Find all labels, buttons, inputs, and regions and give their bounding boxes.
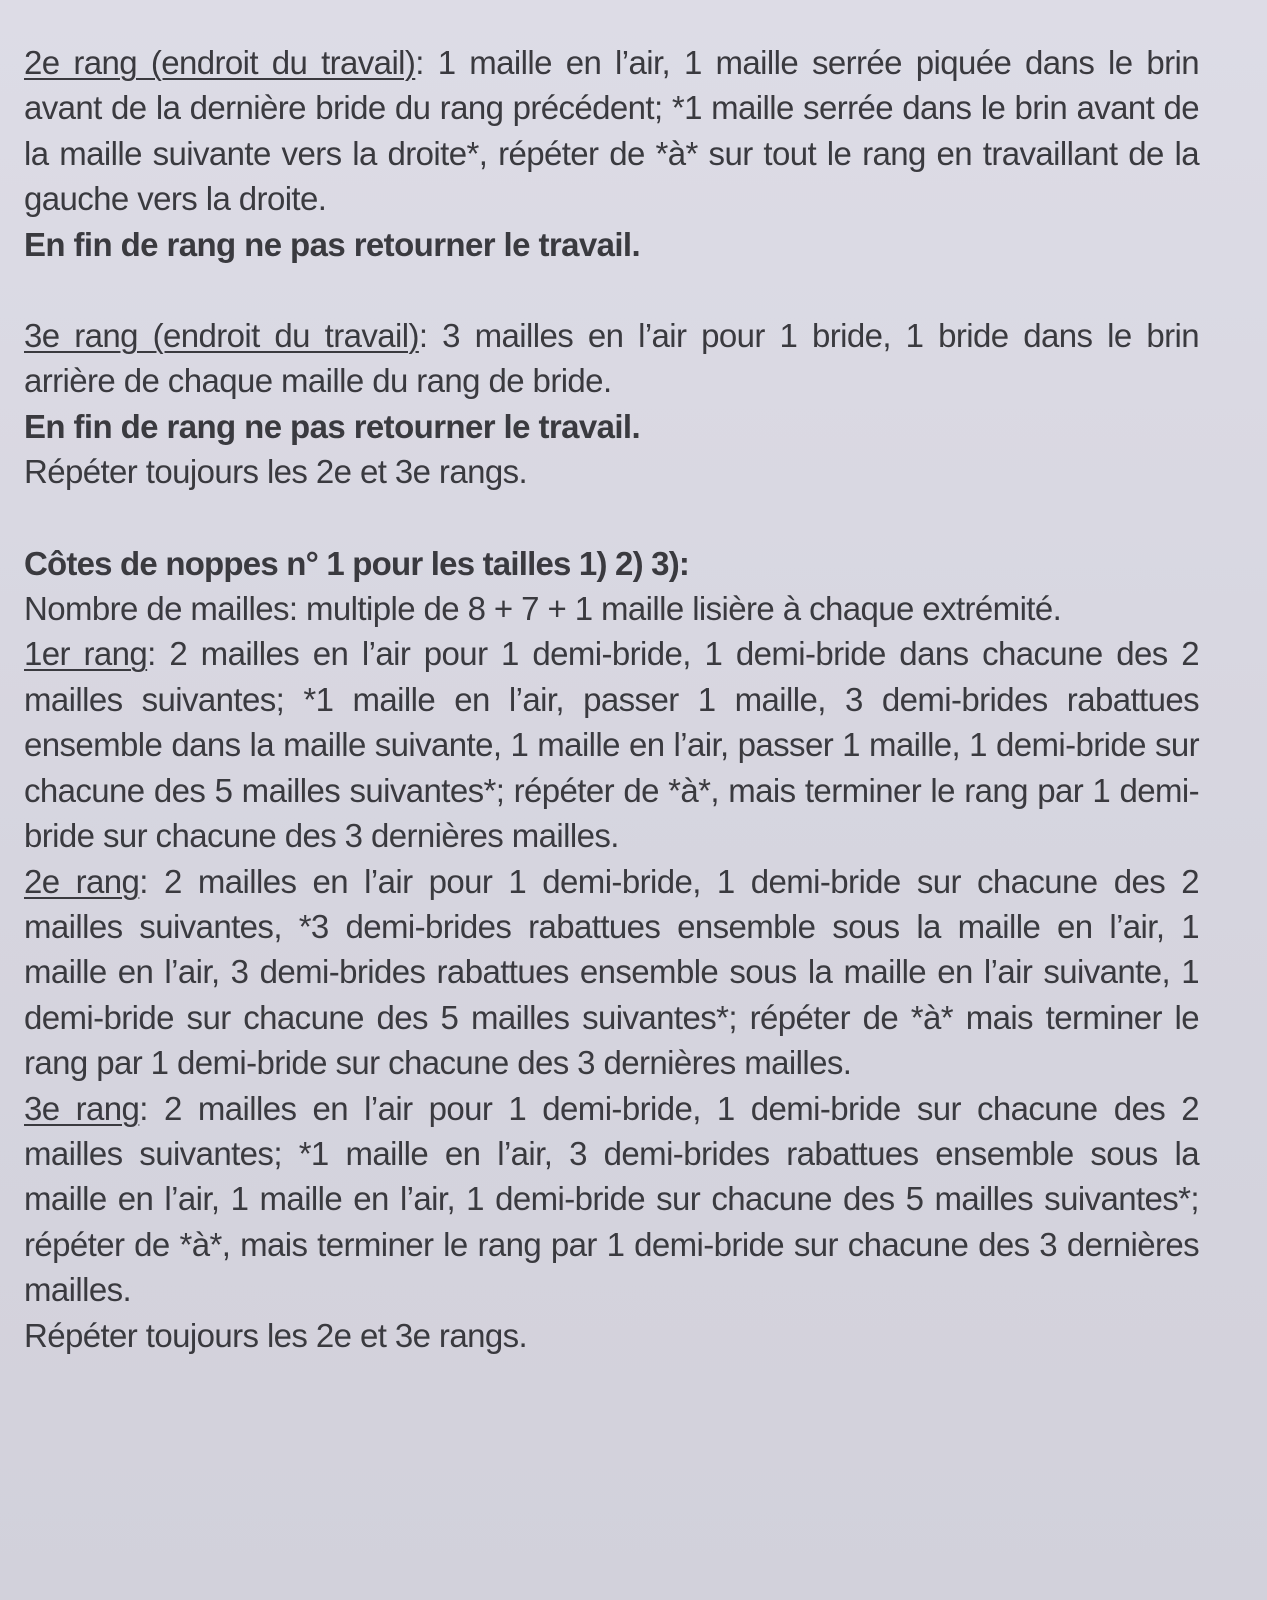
section-b-row2-paragraph	[24, 859, 1199, 1086]
row-instructions: : 3 mailles en l’air pour 1 bride, 1 bride dans le brin arrière de chaque maille du rang de bride.	[24, 317, 1199, 400]
section-a-row3-note: En fin de rang ne pas retourner le travail.	[24, 407, 641, 445]
section-b-row1-paragraph	[24, 631, 1199, 858]
paragraph-gap	[24, 495, 1199, 541]
row-label: 2e rang	[24, 862, 140, 900]
section-a-row2-note: En fin de rang ne pas retourner le travail.	[24, 225, 641, 263]
paragraph-gap	[24, 267, 1199, 313]
section-b-repeat: Répéter toujours les 2e et 3e rangs.	[24, 1316, 528, 1354]
row-instructions: : 2 mailles en l’air pour 1 demi-bride, 1 demi-bride sur chacune des 2 mailles suivantes, *3 demi-brides rabattues ensemble sous la maille en l’air, 1 maille en l’air, 3 demi-brides rabattues ensemble sous la maille en l’air suivante, 1 demi-bride sur chacune des 5 mailles suivantes*; répéter de *à* mais terminer le rang par 1 demi-bride sur chacune des 3 dernières mailles.	[24, 862, 1199, 1082]
section-a-row2-paragraph	[24, 40, 1199, 222]
row-instructions: : 2 mailles en l’air pour 1 demi-bride, 1 demi-bride sur chacune des 2 mailles suivantes; *1 maille en l’air, 3 demi-brides rabattues ensemble sous la maille en l’air, 1 maille en l’air, 1 demi-bride sur chacune des 5 mailles suivantes*; répéter de *à*, mais terminer le rang par 1 demi-bride sur chacune des 3 dernières mailles.	[24, 1089, 1199, 1309]
document-page	[24, 40, 1199, 1358]
section-b-row3-paragraph	[24, 1086, 1199, 1313]
row-label: 1er rang	[24, 635, 148, 673]
row-label: 3e rang (endroit du travail)	[24, 317, 419, 355]
section-a-repeat: Répéter toujours les 2e et 3e rangs.	[24, 453, 528, 491]
section-b-stitch-count: Nombre de mailles: multiple de 8 + 7 + 1 maille lisière à chaque extrémité.	[24, 590, 1062, 628]
section-a-row3-paragraph	[24, 313, 1199, 404]
row-label: 2e rang (endroit du travail)	[24, 44, 416, 81]
row-instructions: : 1 maille en l’air, 1 maille serrée piquée dans le brin avant de la dernière bride du rang précédent; *1 maille serrée dans le brin avant de la maille suivante vers la droite*, répéter de *à* sur tout le rang en travaillant de la gauche vers la droite.	[24, 44, 1199, 218]
section-b-heading: Côtes de noppes n° 1 pour les tailles 1) 2) 3):	[24, 544, 690, 582]
row-label: 3e rang	[24, 1089, 140, 1127]
row-instructions: : 2 mailles en l’air pour 1 demi-bride, 1 demi-bride dans chacune des 2 mailles suivantes; *1 maille en l’air, passer 1 maille, 3 demi-brides rabattues ensemble dans la maille suivante, 1 maille en l’air, passer 1 maille, 1 demi-bride sur chacune des 5 mailles suivantes*; répéter de *à*, mais terminer le rang par 1 demi-bride sur chacune des 3 dernières mailles.	[24, 635, 1199, 855]
